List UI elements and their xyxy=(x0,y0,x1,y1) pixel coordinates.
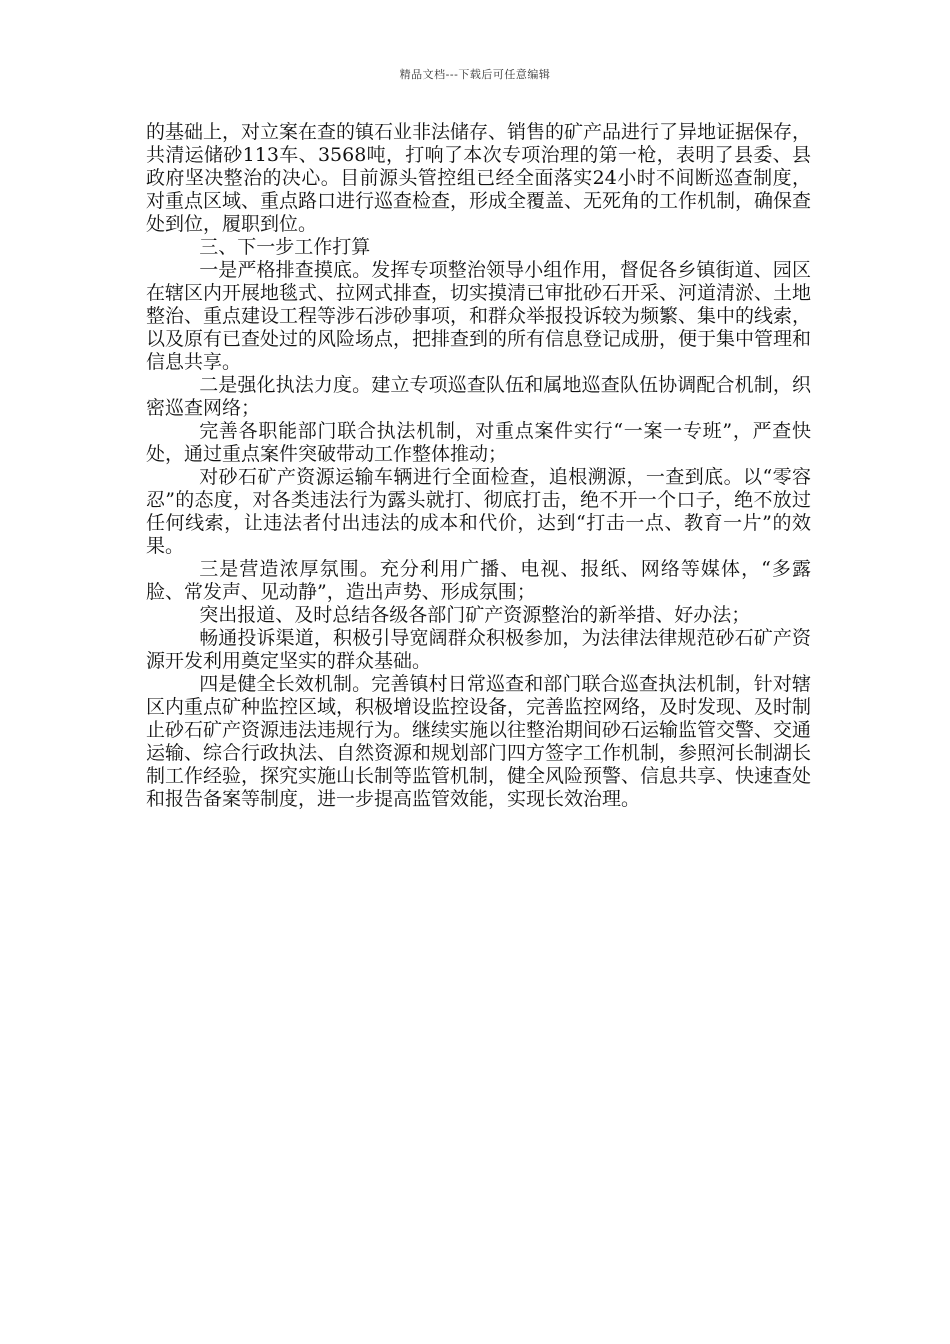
paragraph-complaints: 畅通投诉渠道，积极引导宽阔群众积极参加，为法律法律规范砂石矿产资源开发利用奠定坚实的群众基础。 xyxy=(146,627,811,672)
document-body xyxy=(146,121,811,811)
paragraph-atmosphere: 三是营造浓厚氛围。充分利用广播、电视、报纸、网络等媒体，“多露脸、常发声、见动静”，造出声势、形成氛围； xyxy=(146,558,811,603)
section-heading: 三、下一步工作打算 xyxy=(199,236,371,258)
paragraph-long-term-mechanism: 四是健全长效机制。完善镇村日常巡查和部门联合巡查执法机制，针对辖区内重点矿种监控区域，积极增设监控设备，完善监控网络，及时发现、及时制止砂石矿产资源违法违规行为。继续实施以往整治期间砂石运输监管交警、交通运输、综合行政执法、自然资源和规划部门四方签字工作机制，参照河长制湖长制工作经验，探究实施山长制等监管机制，健全风险预警、信息共享、快速查处和报告备案等制度，进一步提高监管效能，实现长效治理。 xyxy=(146,673,812,810)
paragraph-vehicle-inspection: 对砂石矿产资源运输车辆进行全面检查，追根溯源，一查到底。以“零容忍”的态度，对各类违法行为露头就打、彻底打击，绝不开一个口子，绝不放过任何线索，让违法者付出违法的成本和代价，达到“打击一点、教育一片”的效果。 xyxy=(146,466,811,557)
paragraph-investigation: 一是严格排查摸底。发挥专项整治领导小组作用，督促各乡镇街道、园区在辖区内开展地毯式、拉网式排查，切实摸清已审批砂石开采、河道清淤、土地整治、重点建设工程等涉石涉砂事项，和群众举报投诉较为频繁、集中的线索，以及原有已查处过的风险场点，把排查到的所有信息登记成册，便于集中管理和信息共享。 xyxy=(146,259,812,373)
paragraph-enforcement: 二是强化执法力度。建立专项巡查队伍和属地巡查队伍协调配合机制，织密巡查网络； xyxy=(146,374,811,419)
paragraph-continuation: 的基础上，对立案在查的镇石业非法储存、销售的矿产品进行了异地证据保存，共清运储砂113车、3568吨，打响了本次专项治理的第一枪，表明了县委、县政府坚决整治的决心。目前源头管控组已经全面落实24小时不间断巡查制度，对重点区域、重点路口进行巡查检查，形成全覆盖、无死角的工作机制，确保查处到位，履职到位。 xyxy=(146,121,812,235)
page-header: 精品文档---下载后可任意编辑 xyxy=(399,68,551,81)
paragraph-reporting: 突出报道、及时总结各级各部门矿产资源整治的新举措、好办法； xyxy=(199,604,751,626)
paragraph-joint-enforcement: 完善各职能部门联合执法机制，对重点案件实行“一案一专班”，严查快处，通过重点案件突破带动工作整体推动； xyxy=(146,420,811,465)
